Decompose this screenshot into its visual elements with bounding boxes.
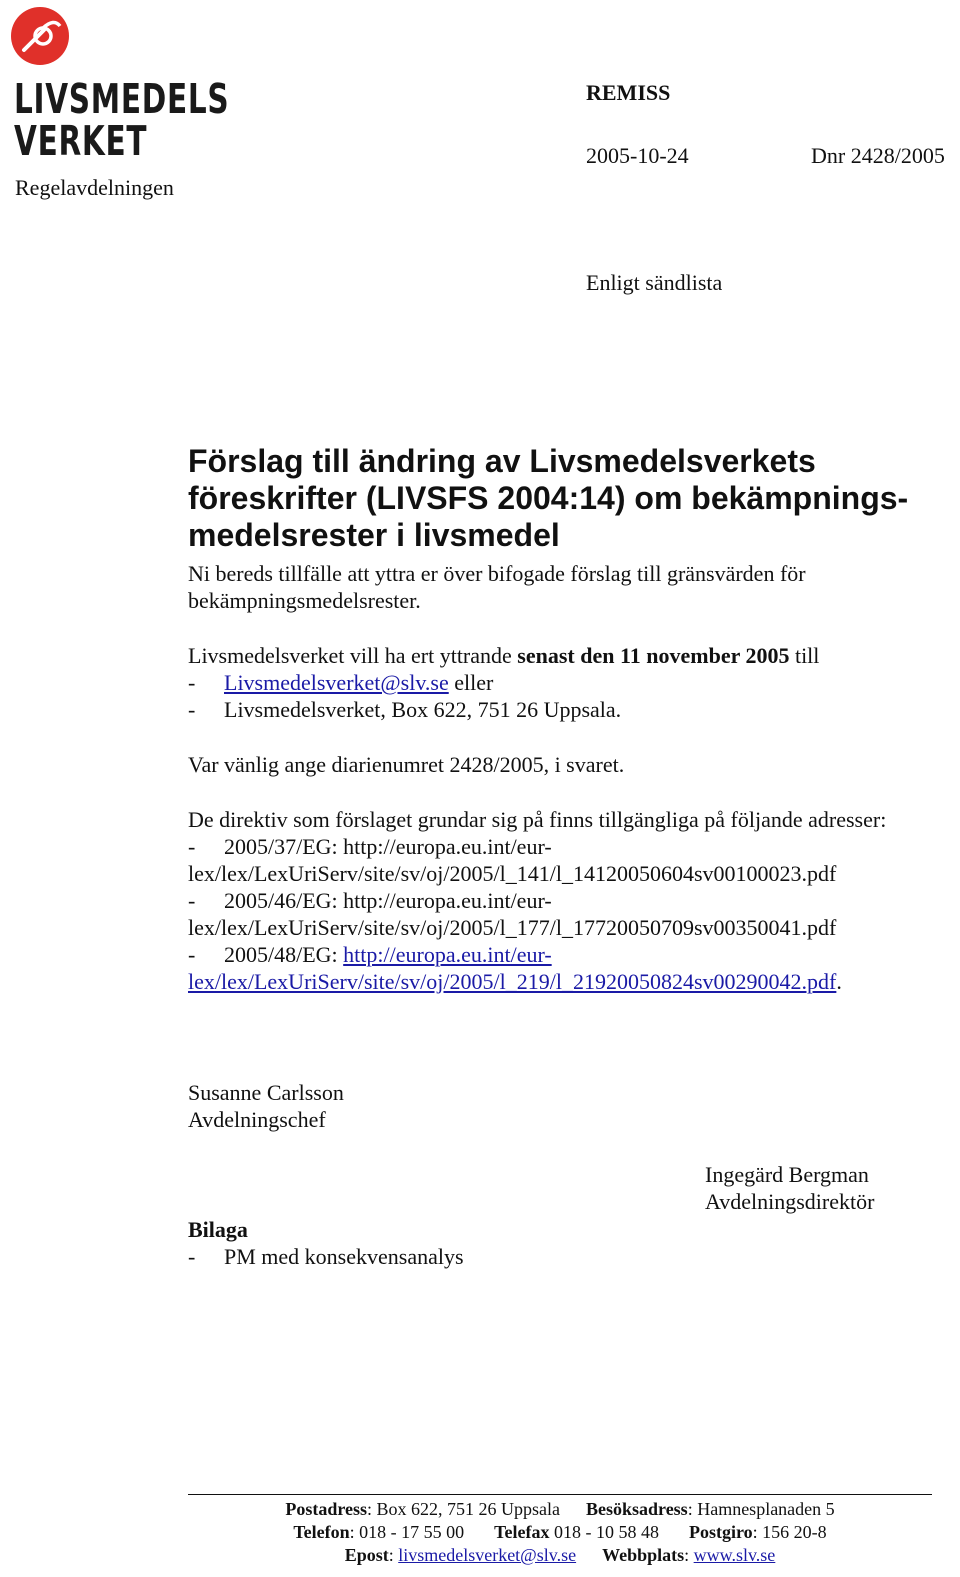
- dnr: Dnr 2428/2005: [811, 143, 945, 168]
- title-line-2: föreskrifter (LIVSFS 2004:14) om bekämpnings-: [188, 480, 909, 516]
- footer-line-2: Telefon: 018 - 17 55 00 Telefax 018 - 10 58 48 Postgiro: 156 20-8: [293, 1522, 827, 1542]
- signature-1: [188, 1079, 344, 1133]
- footer-divider: [188, 1494, 932, 1495]
- reply-email-link[interactable]: Livsmedelsverket@slv.se: [224, 670, 449, 695]
- reply-deadline: senast den 11 november 2005: [517, 643, 790, 668]
- list-item: - PM med konsekvensanalys: [188, 1244, 464, 1269]
- logo-wordmark: [14, 75, 230, 165]
- attachment-heading: Bilaga: [188, 1217, 248, 1242]
- title-line-1: Förslag till ändring av Livsmedelsverkets: [188, 443, 816, 479]
- directive-url-cont: lex/lex/LexUriServ/site/sv/oj/2005/l_141/l_14120050604sv00100023.pdf: [188, 861, 837, 886]
- recipient: Enligt sändlista: [586, 270, 723, 295]
- signer-name-1: Susanne Carlsson: [188, 1080, 344, 1105]
- logo-emblem-icon: [10, 6, 72, 68]
- reply-paragraph: [188, 642, 819, 723]
- directive-item: - 2005/46/EG: http://europa.eu.int/eur-: [188, 888, 552, 913]
- directive-item: - 2005/48/EG: http://europa.eu.int/eur-: [188, 942, 552, 967]
- list-item: - Livsmedelsverket, Box 622, 751 26 Uppsala.: [188, 697, 622, 722]
- attachment: [188, 1216, 464, 1270]
- signer-name-2: Ingegärd Bergman: [705, 1162, 869, 1187]
- logo-line-1: LIVSMEDELS: [14, 75, 230, 123]
- doc-date: 2005-10-24: [586, 143, 689, 168]
- reply-address: Livsmedelsverket, Box 622, 751 26 Uppsala.: [224, 697, 622, 722]
- signer-title-1: Avdelningschef: [188, 1107, 326, 1132]
- intro-paragraph: [188, 560, 806, 614]
- footer-email-link[interactable]: livsmedelsverket@slv.se: [398, 1545, 577, 1565]
- attachment-item: PM med konsekvensanalys: [224, 1244, 464, 1269]
- signature-2: [705, 1161, 874, 1215]
- diarienr-note: Var vänlig ange diarienumret 2428/2005, i svaret.: [188, 752, 625, 777]
- footer-web-link[interactable]: www.slv.se: [693, 1545, 776, 1565]
- department: Regelavdelningen: [15, 175, 174, 200]
- signer-title-2: Avdelningsdirektör: [705, 1189, 875, 1214]
- reply-line: Livsmedelsverket vill ha ert yttrande senast den 11 november 2005 till: [188, 643, 820, 668]
- footer-line-3: Epost: livsmedelsverket@slv.se Webbplats: www.slv.se: [344, 1545, 776, 1565]
- doc-type: REMISS: [586, 80, 671, 105]
- title-line-3: medelsrester i livsmedel: [188, 517, 560, 553]
- intro-line-1: Ni bereds tillfälle att yttra er över bifogade förslag till gränsvärden för: [188, 561, 806, 586]
- directive-url-cont: lex/lex/LexUriServ/site/sv/oj/2005/l_177/l_17720050709sv00350041.pdf: [188, 915, 837, 940]
- list-item: - Livsmedelsverket@slv.se eller: [188, 670, 494, 695]
- directive-link-cont[interactable]: lex/lex/LexUriServ/site/sv/oj/2005/l_219/l_21920050824sv00290042.pdf: [188, 969, 837, 994]
- directive-link[interactable]: http://europa.eu.int/eur-: [343, 942, 552, 967]
- directive-url-cont: lex/lex/LexUriServ/site/sv/oj/2005/l_219/l_21920050824sv00290042.pdf.: [188, 969, 842, 994]
- directive-item: - 2005/37/EG: http://europa.eu.int/eur-: [188, 834, 552, 859]
- intro-line-2: bekämpningsmedelsrester.: [188, 588, 421, 613]
- page-title: [188, 443, 908, 554]
- directives-section: [188, 806, 886, 995]
- directives-intro: De direktiv som förslaget grundar sig på finns tillgängliga på följande adresser:: [188, 807, 887, 832]
- footer-line-1: Postadress: Box 622, 751 26 Uppsala Besöksadress: Hamnesplanaden 5: [285, 1499, 835, 1519]
- logo-line-2: VERKET: [14, 117, 148, 165]
